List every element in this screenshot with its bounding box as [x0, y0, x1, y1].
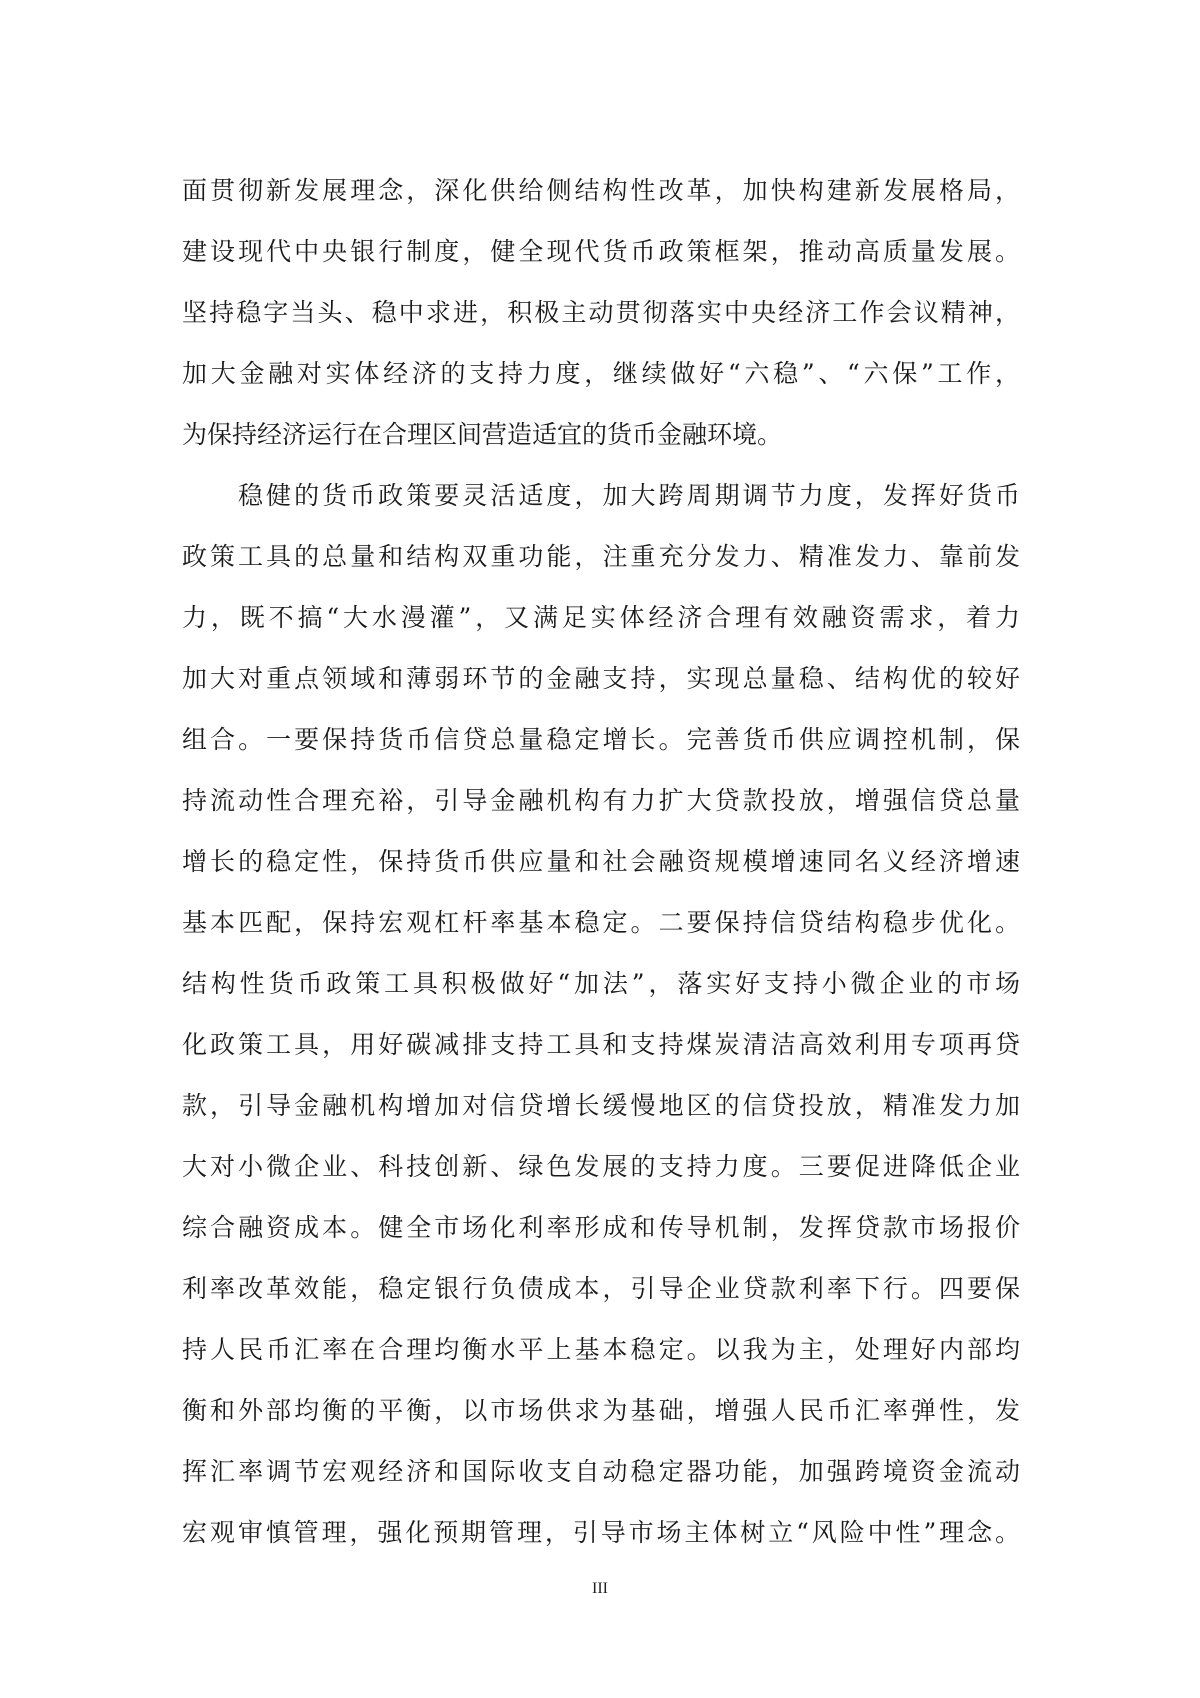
text-line: 款，引导金融机构增加对信贷增长缓慢地区的信贷投放，精准发力加 [182, 1091, 1020, 1120]
text-line: 挥汇率调节宏观经济和国际收支自动稳定器功能，加强跨境资金流动 [182, 1457, 1020, 1486]
text-line: 化政策工具，用好碳减排支持工具和支持煤炭清洁高效利用专项再贷 [182, 1030, 1020, 1059]
text-line: 力，既不搞“大水漫灌”，又满足实体经济合理有效融资需求，着力 [182, 603, 1020, 632]
body-text [182, 160, 1020, 1563]
text-line: 加大金融对实体经济的支持力度，继续做好“六稳”、“六保”工作， [182, 359, 1020, 388]
page-number: III [592, 1580, 608, 1597]
text-line: 利率改革效能，稳定银行负债成本，引导企业贷款利率下行。四要保 [182, 1274, 1020, 1303]
text-line: 面贯彻新发展理念，深化供给侧结构性改革，加快构建新发展格局， [182, 176, 1020, 205]
text-line: 为保持经济运行在合理区间营造适宜的货币金融环境。 [182, 420, 783, 449]
text-line: 衡和外部均衡的平衡，以市场供求为基础，增强人民币汇率弹性，发 [182, 1396, 1020, 1425]
text-line: 综合融资成本。健全市场化利率形成和传导机制，发挥贷款市场报价 [182, 1213, 1020, 1242]
paragraph-1 [182, 160, 1020, 465]
text-line: 政策工具的总量和结构双重功能，注重充分发力、精准发力、靠前发 [182, 542, 1020, 571]
text-line: 大对小微企业、科技创新、绿色发展的支持力度。三要促进降低企业 [182, 1152, 1020, 1181]
text-line: 加大对重点领域和薄弱环节的金融支持，实现总量稳、结构优的较好 [182, 664, 1020, 693]
text-line: 组合。一要保持货币信贷总量稳定增长。完善货币供应调控机制，保 [182, 725, 1020, 754]
text-line: 建设现代中央银行制度，健全现代货币政策框架，推动高质量发展。 [182, 237, 1020, 266]
paragraph-2 [182, 465, 1020, 1563]
text-line: 坚持稳字当头、稳中求进，积极主动贯彻落实中央经济工作会议精神， [182, 298, 1020, 327]
text-line: 宏观审慎管理，强化预期管理，引导市场主体树立“风险中性”理念。 [182, 1518, 1020, 1547]
text-line: 增长的稳定性，保持货币供应量和社会融资规模增速同名义经济增速 [182, 847, 1020, 876]
text-line: 结构性货币政策工具积极做好“加法”，落实好支持小微企业的市场 [182, 969, 1020, 998]
text-line: 持流动性合理充裕，引导金融机构有力扩大贷款投放，增强信贷总量 [182, 786, 1020, 815]
text-line: 稳健的货币政策要灵活适度，加大跨周期调节力度，发挥好货币 [238, 481, 1020, 510]
text-line: 基本匹配，保持宏观杠杆率基本稳定。二要保持信贷结构稳步优化。 [182, 908, 1020, 937]
text-line: 持人民币汇率在合理均衡水平上基本稳定。以我为主，处理好内部均 [182, 1335, 1020, 1364]
